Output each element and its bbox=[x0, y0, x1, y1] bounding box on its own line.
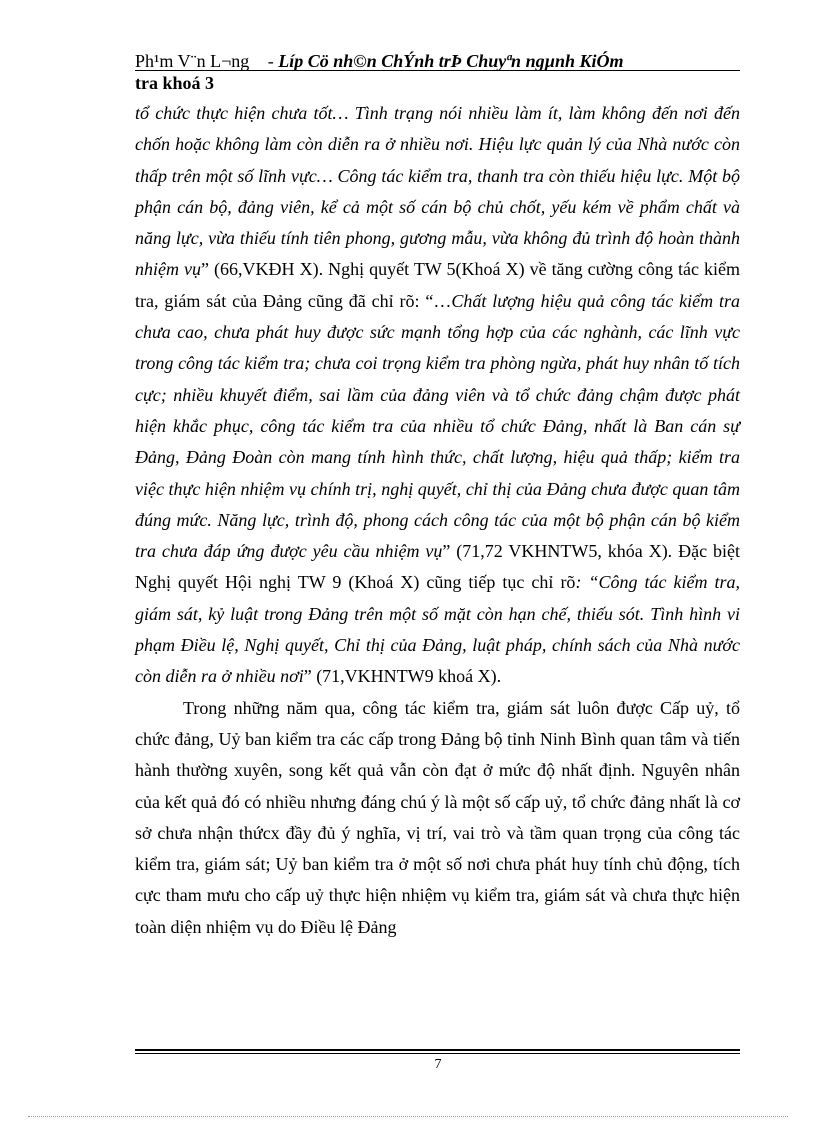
header-rule bbox=[135, 70, 740, 71]
document-body bbox=[135, 98, 740, 943]
text-run: tổ chức thực hiện chưa tốt… Tình trạng nói nhiều làm ít, làm không đến nơi đến chốn hoặc không làm còn diễn ra ở nhiều nơi. Hiệu lực quản lý của Nhà nước còn thấp trên một số lĩnh vực… Công tác kiểm tra, thanh tra còn thiếu hiệu lực. Một bộ phận cán bộ, đảng viên, kể cả một số cán bộ chủ chốt, yếu kém về phẩm chất và năng lực, vừa thiếu tính tiên phong, gương mẫu, vừa không đủ trình độ hoàn thành nhiệm vụ bbox=[135, 103, 740, 280]
header-course-title: Líp Cö nh©n ChÝnh trÞ Chuyªn ngµnh KiÓm bbox=[278, 51, 624, 71]
page-number: 7 bbox=[434, 1057, 442, 1072]
header-course-title-line2: tra khoá 3 bbox=[135, 73, 215, 93]
header-author: Ph¹m V¨n L¬ng bbox=[135, 51, 250, 71]
body-paragraph-1 bbox=[135, 98, 740, 693]
page-bottom-dotted-line bbox=[28, 1116, 788, 1117]
text-run: ” (66,VKĐH X). Nghị quyết TW 5(Khoá X) về tăng cường công tác kiểm tra, giám sát của Đảng cũng đã chỉ rõ: “… bbox=[135, 259, 741, 311]
header-separator: - bbox=[267, 51, 274, 71]
text-run: : “Công tác kiểm tra, giám sát, kỷ luật trong Đảng trên một số mặt còn hạn chế, thiếu sót. Tình hình vi phạm Điều lệ, Nghị quyết, Chỉ thị của Đảng, luật pháp, chính sách của Nhà nước còn diễn ra ở nhiều nơi bbox=[135, 572, 740, 687]
running-header bbox=[135, 50, 740, 94]
footer-rule-thin bbox=[135, 1053, 740, 1054]
text-run: Chất lượng hiệu quả công tác kiểm tra chưa cao, chưa phát huy được sức mạnh tổng hợp của các nghành, các lĩnh vực trong công tác kiểm tra; chưa coi trọng kiểm tra phòng ngừa, phát huy nhân tố tích cực; nhiều khuyết điểm, sai lầm của đảng viên và tổ chức đảng chậm được phát hiện khắc phục, công tác kiểm tra của nhiều tổ chức Đảng, nhất là Ban cán sự Đảng, Đảng Đoàn còn mang tính hình thức, chất lượng, hiệu quả thấp; kiểm tra việc thực hiện nhiệm vụ chính trị, nghị quyết, chỉ thị của Đảng chưa được quan tâm đúng mức. Năng lực, trình độ, phong cách công tác của một bộ phận cán bộ kiểm tra chưa đáp ứng được yêu cầu nhiệm vụ bbox=[135, 290, 740, 562]
text-run: ” (71,VKHNTW9 khoá X). bbox=[303, 666, 502, 687]
body-paragraph-2: Trong những năm qua, công tác kiểm tra, giám sát luôn được Cấp uỷ, tổ chức đảng, Uỷ ban kiểm tra các cấp trong Đảng bộ tỉnh Ninh Bình quan tâm và tiến hành thường xuyên, song kết quả vẫn còn đạt ở mức độ nhất định. Nguyên nhân của kết quả đó có nhiều nhưng đáng chú ý là một số cấp uỷ, tổ chức đảng nhất là cơ sở chưa nhận thứcx đầy đủ ý nghĩa, vị trí, vai trò và tầm quan trọng của công tác kiểm tra, giám sát; Uỷ ban kiểm tra ở một số nơi chưa phát huy tính chủ động, tích cực tham mưu cho cấp uỷ thực hiện nhiệm vụ kiểm tra, giám sát và chưa thực hiện toàn diện nhiệm vụ do Điều lệ Đảng bbox=[135, 697, 740, 937]
footer-rule-thick bbox=[135, 1049, 740, 1051]
text-run: ” (71,72 VKHNTW5, khóa X). Đặc biệt Nghị quyết Hội nghị TW 9 (Khoá X) cũng tiếp tục chỉ rõ bbox=[135, 541, 740, 593]
